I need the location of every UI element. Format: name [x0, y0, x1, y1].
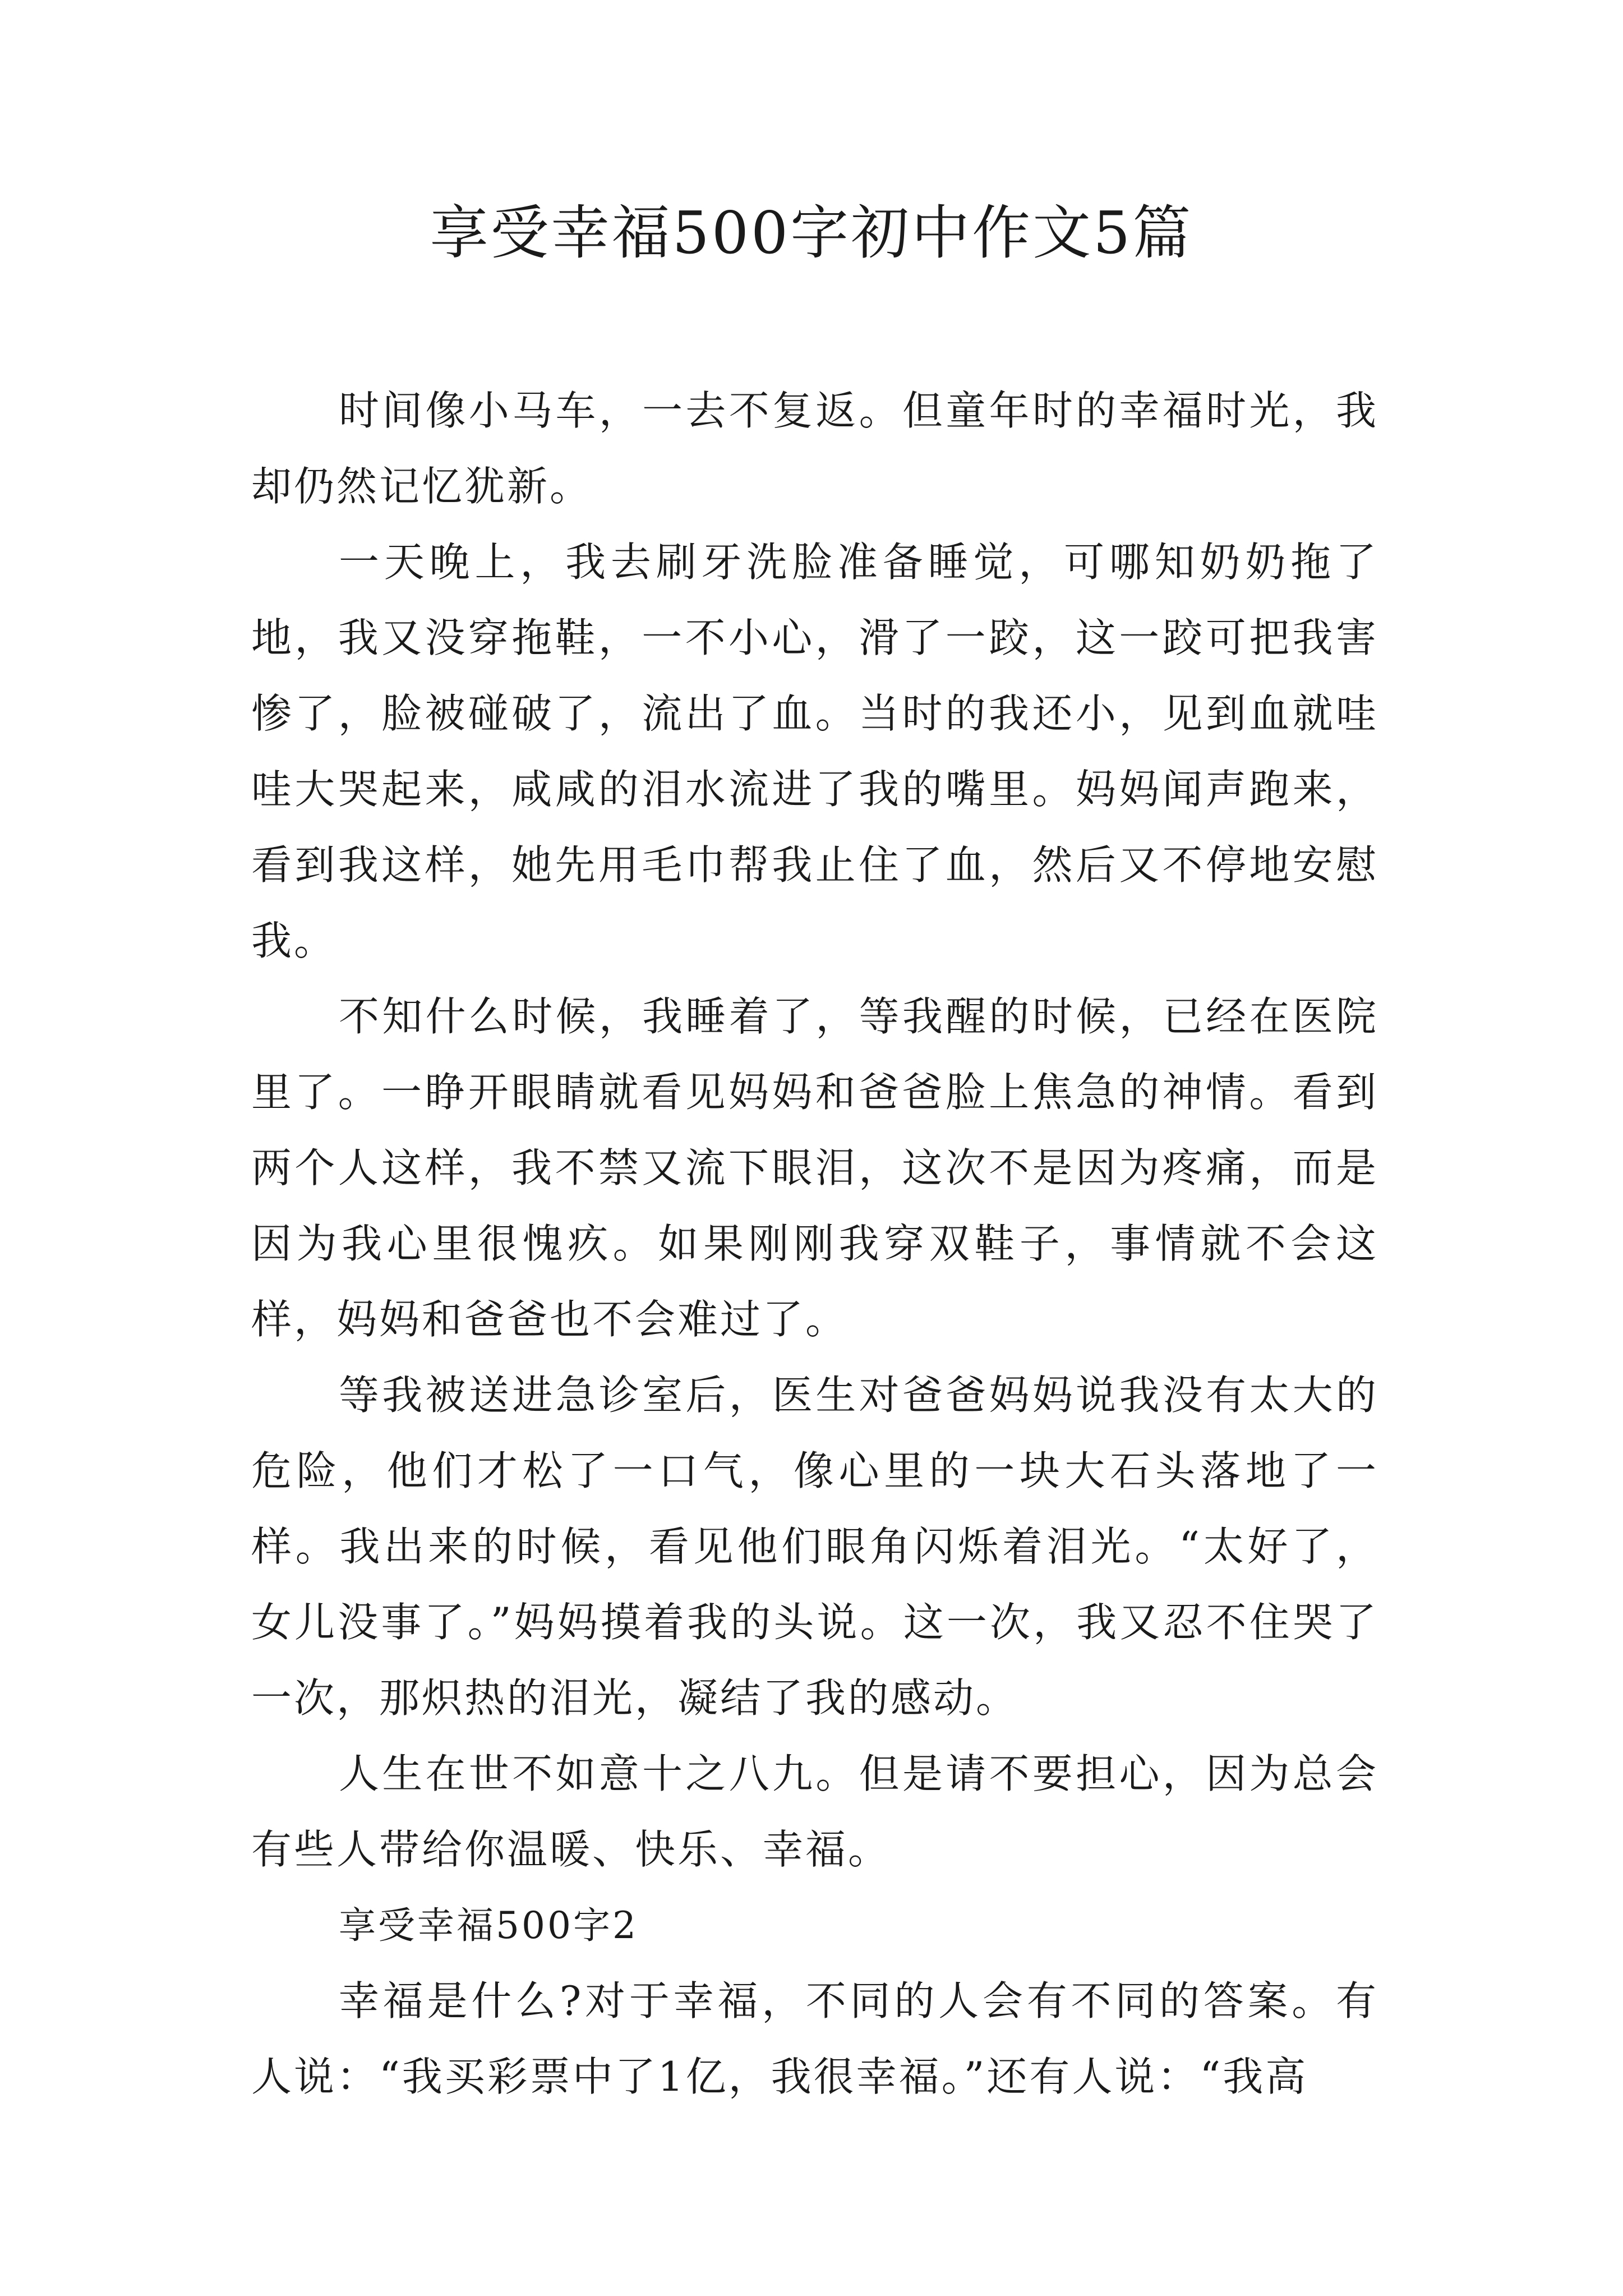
section-heading: 享受幸福500字2 — [339, 1904, 638, 1947]
paragraph: 幸福是什么?对于幸福，不同的人会有不同的答案。有人说：“我买彩票中了1亿，我很幸福。”还有人说：“我高 — [251, 1977, 1378, 2100]
paragraph: 一天晚上，我去刷牙洗脸准备睡觉，可哪知奶奶拖了地，我又没穿拖鞋，一不小心，滑了一跤，这一跤可把我害惨了，脸被碰破了，流出了血。当时的我还小，见到血就哇哇大哭起来，咸咸的泪水流进了我的嘴里。妈妈闻声跑来，看到我这样，她先用毛巾帮我止住了血，然后又不停地安慰我。 — [251, 539, 1378, 964]
document-title: 享受幸福500字初中作文5篇 — [430, 199, 1193, 267]
document-body — [251, 373, 1378, 2115]
paragraph: 时间像小马车，一去不复返。但童年时的幸福时光，我却仍然记忆犹新。 — [251, 387, 1378, 510]
paragraph: 人生在世不如意十之八九。但是请不要担心，因为总会有些人带给你温暖、快乐、幸福。 — [251, 1750, 1378, 1873]
paragraph: 不知什么时候，我睡着了，等我醒的时候，已经在医院里了。一睁开眼睛就看见妈妈和爸爸脸上焦急的神情。看到两个人这样，我不禁又流下眼泪，这次不是因为疼痛，而是因为我心里很愧疚。如果刚刚我穿双鞋子，事情就不会这样，妈妈和爸爸也不会难过了。 — [251, 993, 1378, 1343]
paragraph: 等我被送进急诊室后，医生对爸爸妈妈说我没有太大的危险，他们才松了一口气，像心里的一块大石头落地了一样。我出来的时候，看见他们眼角闪烁着泪光。“太好了，女儿没事了。”妈妈摸着我的头说。这一次，我又忍不住哭了一次，那炽热的泪光，凝结了我的感动。 — [251, 1372, 1378, 1722]
